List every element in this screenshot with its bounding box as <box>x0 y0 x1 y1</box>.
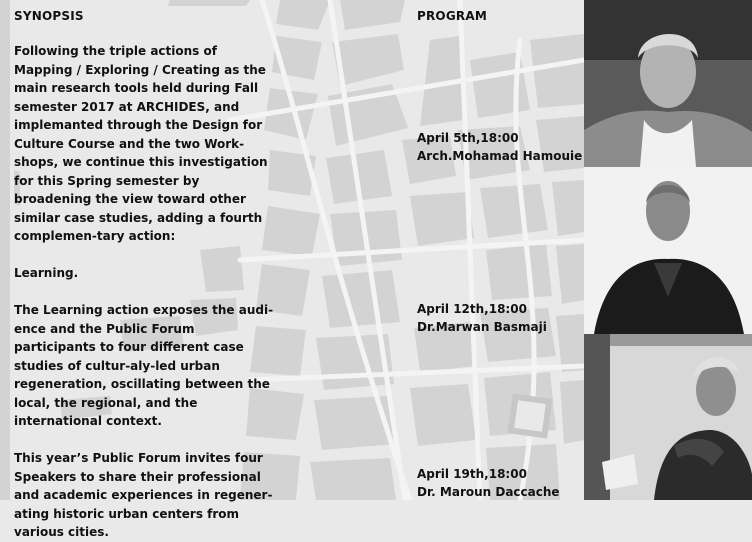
program-date: April 19th,18:00 <box>417 467 527 481</box>
program-item <box>417 465 560 501</box>
synopsis-paragraph: The Learning action exposes the audi-ence and the Public Forum participants to four different case studies of cultur-aly-led urban regeneration, oscillating between the local, the regional, and the international context. <box>14 303 274 428</box>
program-item <box>417 129 582 165</box>
program-item <box>417 300 547 336</box>
program-heading: PROGRAM <box>417 9 487 23</box>
speaker-photo <box>584 0 752 167</box>
speaker-photo <box>584 167 752 334</box>
program-date: April 12th,18:00 <box>417 302 527 316</box>
synopsis-heading: SYNOPSIS <box>14 9 84 23</box>
program-date: April 5th,18:00 <box>417 131 519 145</box>
synopsis-body <box>14 42 274 542</box>
synopsis-paragraph: Following the triple actions of Mapping / Exploring / Creating as the main research tools held during Fall semester 2017 at ARCHIDES, and implemanted through the Design for Culture Course and the two Work-shops, we continue this investigation for this Spring semester by broadening the view toward other similar case studies, adding a fourth complemen-tary action: <box>14 44 268 243</box>
program-speaker: Dr.Marwan Basmaji <box>417 320 547 334</box>
speaker-photo <box>584 334 752 500</box>
synopsis-paragraph: Learning. <box>14 266 79 280</box>
synopsis-paragraph: This year’s Public Forum invites four Speakers to share their professional and academic experiences in regener-ating historic urban centers from various cities. <box>14 451 273 539</box>
program-speaker: Dr. Maroun Daccache <box>417 485 560 499</box>
program-speaker: Arch.Mohamad Hamouie <box>417 149 583 163</box>
